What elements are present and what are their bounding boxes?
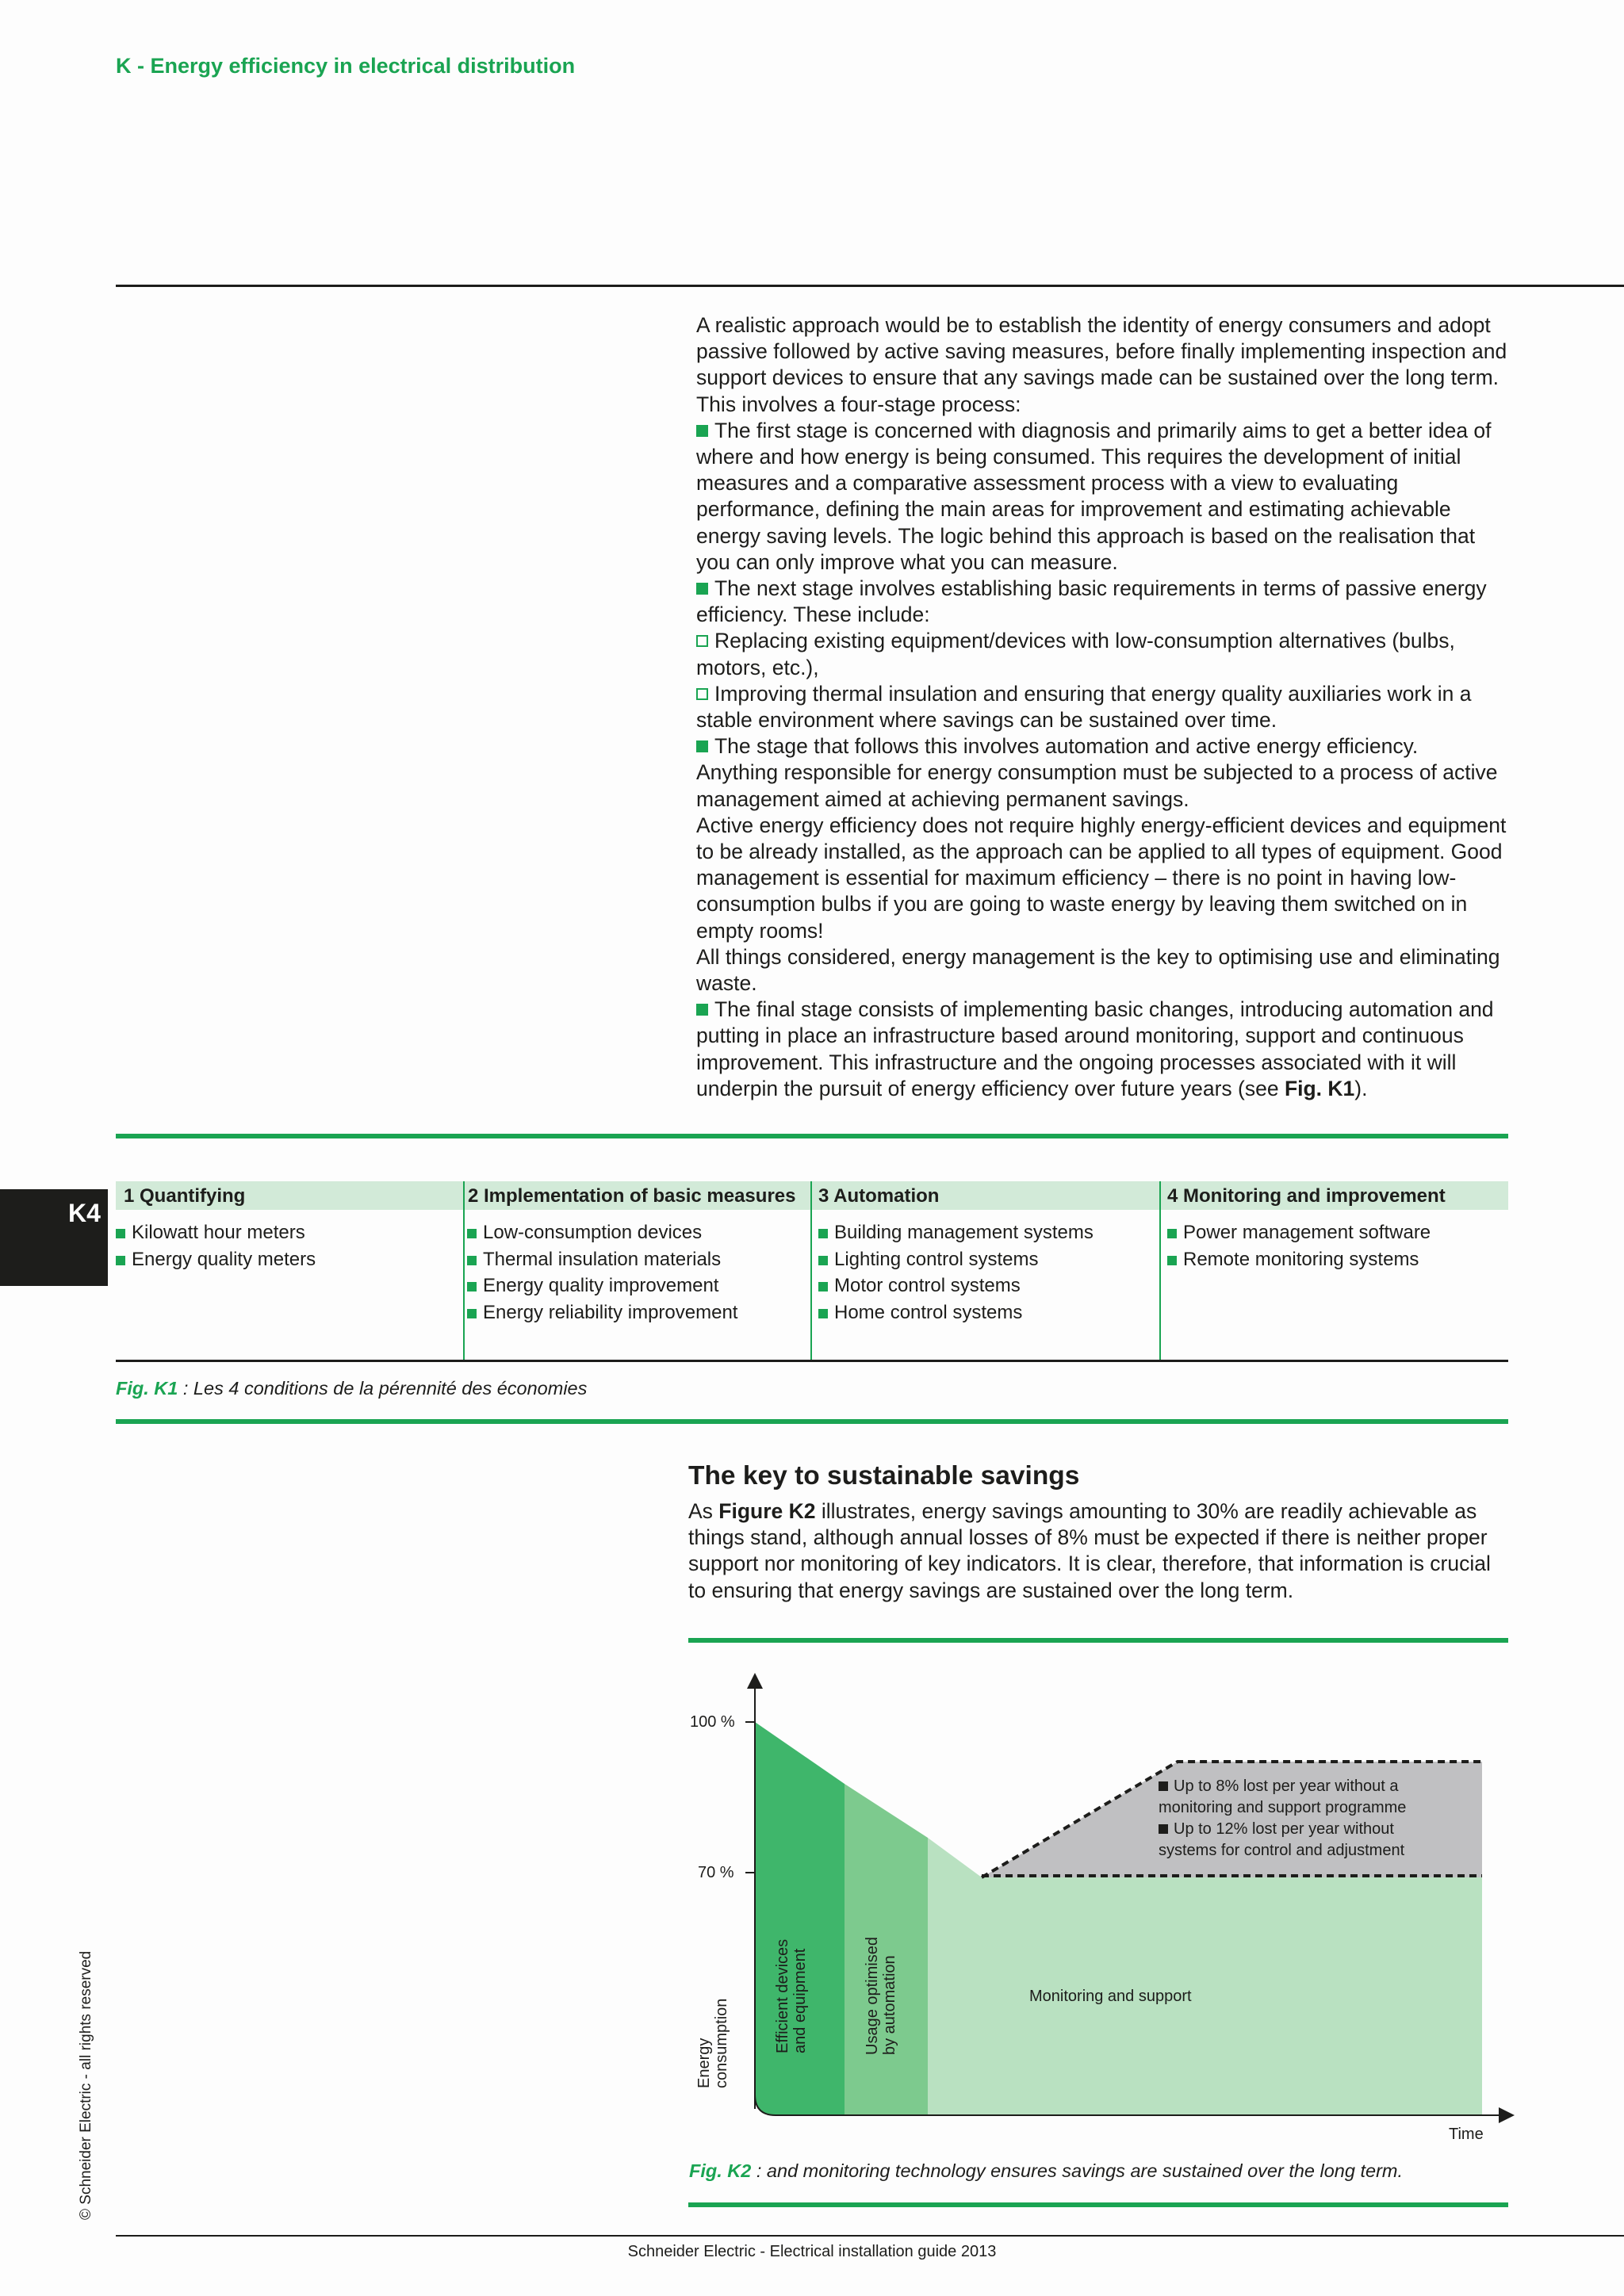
- k1-column-header: 1 Quantifying: [116, 1181, 463, 1210]
- footer-text: Schneider Electric - Electrical installation guide 2013: [627, 2243, 997, 2260]
- list-item: Kilowatt hour meters: [116, 1219, 316, 1246]
- bullet-square-icon: [116, 1229, 125, 1238]
- list-item: Energy quality improvement: [467, 1272, 737, 1299]
- fig-k2-bottom-rule: [688, 2202, 1508, 2207]
- list-item: Remote monitoring systems: [1167, 1246, 1431, 1273]
- bullet-square-icon: [467, 1256, 477, 1265]
- fig-k1-table: [116, 1181, 1508, 1360]
- header-rule: [116, 285, 1624, 287]
- tick-label-100: 100 %: [690, 1713, 735, 1731]
- band-automation-label-line1: Usage optimised: [864, 1937, 881, 2055]
- band-efficient-label-line1: Efficient devices: [774, 1938, 791, 2053]
- bullet-square-icon: [696, 425, 708, 437]
- section-title: The key to sustainable savings: [688, 1461, 1080, 1490]
- note-bullet-icon: [1159, 1824, 1168, 1834]
- intro-paragraph: A realistic approach would be to establish the identity of energy consumers and adopt passive followed by active saving measures, before finally implementing inspection and support devices to ensure that any savings made can be sustained over the long term. This involves a four-stage process:: [696, 313, 1507, 416]
- note2-line1: Up to 12% lost per year without: [1174, 1820, 1394, 1838]
- copyright-notice: © Schneider Electric - all rights reserved: [78, 1950, 94, 2220]
- list-item: Low-consumption devices: [467, 1219, 737, 1246]
- bullet-square-icon: [696, 583, 708, 595]
- bullet-square-icon: [1167, 1229, 1177, 1238]
- k1-column-header: 3 Automation: [812, 1181, 1159, 1210]
- bullet-open-square-icon: [696, 635, 708, 647]
- list-item: Thermal insulation materials: [467, 1246, 737, 1273]
- stage-3-paragraph-2: Anything responsible for energy consumption must be subjected to a process of active management aimed at achieving permanent savings.: [696, 760, 1498, 811]
- stage-3-item: The stage that follows this involves automation and active energy efficiency.: [696, 733, 1513, 760]
- note2-line2: systems for control and adjustment: [1159, 1842, 1405, 1859]
- band-monitoring-label: Monitoring and support: [1029, 1988, 1192, 2005]
- list-item: Building management systems: [818, 1219, 1094, 1246]
- bullet-square-icon: [696, 1004, 708, 1016]
- stage-2-subitem-1: Replacing existing equipment/devices with low-consumption alternatives (bulbs, motors, etc.),: [696, 629, 1455, 679]
- list-item: Lighting control systems: [818, 1246, 1094, 1273]
- fig-k2-top-rule: [688, 1638, 1508, 1643]
- bullet-square-icon: [818, 1256, 828, 1265]
- list-item: Home control systems: [818, 1299, 1094, 1326]
- chapter-tab-label: K4: [68, 1199, 101, 1227]
- fig-k1-bottom-rule: [116, 1360, 1508, 1362]
- band-monitoring: [928, 1838, 1482, 2115]
- note1-line2: monitoring and support programme: [1159, 1799, 1407, 1816]
- list-item: Energy quality meters: [116, 1246, 316, 1273]
- bullet-open-square-icon: [696, 688, 708, 700]
- band-automation: [845, 1784, 928, 2115]
- stage-2-subitem-2: Improving thermal insulation and ensuring that energy quality auxiliaries work in a stable environment where savings can be sustained over time.: [696, 681, 1472, 733]
- y-axis-label-line1: Energy: [695, 2038, 713, 2088]
- band-efficient-devices: [755, 1722, 845, 2115]
- bullet-square-icon: [467, 1282, 477, 1292]
- bullet-square-icon: [818, 1282, 828, 1292]
- y-axis-label-line2: consumption: [713, 1998, 730, 2088]
- running-header: K - Energy efficiency in electrical distribution: [116, 54, 576, 78]
- stage-3-paragraph-4: All things considered, energy management is the key to optimising use and eliminating waste.: [696, 944, 1500, 996]
- k1-column-quantifying: [116, 1181, 463, 1360]
- k1-column-header: 2 Implementation of basic measures: [465, 1181, 810, 1210]
- footer-rule: [116, 2235, 1624, 2237]
- fig-k1-reference: Fig. K1: [1284, 1076, 1355, 1100]
- list-item: Power management software: [1167, 1219, 1431, 1246]
- k1-column-basic-measures: [465, 1181, 810, 1360]
- bullet-square-icon: [818, 1229, 828, 1238]
- band-automation-label-line2: by automation: [881, 1955, 898, 2055]
- x-axis-label: Time: [1449, 2126, 1484, 2143]
- tick-label-70: 70 %: [698, 1864, 734, 1881]
- band-efficient-label-line2: and equipment: [791, 1948, 809, 2053]
- fig-k2-reference: Figure K2: [718, 1499, 816, 1523]
- section-top-rule: [116, 1419, 1508, 1424]
- k1-column-header: 4 Monitoring and improvement: [1161, 1181, 1508, 1210]
- fig-k2-caption: Fig. K2 : and monitoring technology ensures savings are sustained over the long term.: [689, 2160, 1404, 2181]
- section-text: As Figure K2 illustrates, energy savings amounting to 30% are readily achievable as things stand, although annual losses of 8% must be expected if there is neither proper support nor monitoring of key indicators. It is clear, therefore, that information is crucial to ensuring that energy savings are sustained over the long term.: [688, 1499, 1491, 1602]
- fig-k1-top-rule: [116, 1134, 1508, 1138]
- stage-1-item: The first stage is concerned with diagnosis and primarily aims to get a better idea of where and how energy is being consumed. This requires the development of initial measures and a comparative assessment process with a view to evaluating performance, defining the main areas for improvement and estimating achievable energy saving levels. The logic behind this approach is based on the realisation that you can only improve what you can measure.: [696, 418, 1492, 574]
- fig-k1-caption: Fig. K1 : Les 4 conditions de la pérennité des économies: [116, 1378, 588, 1399]
- note1-line1: Up to 8% lost per year without a: [1174, 1777, 1399, 1795]
- bullet-square-icon: [467, 1229, 477, 1238]
- k1-column-automation: [812, 1181, 1159, 1360]
- k1-column-monitoring: [1161, 1181, 1508, 1360]
- bullet-square-icon: [467, 1309, 477, 1318]
- stage-4-item: The final stage consists of implementing basic changes, introducing automation and putting in place an infrastructure based around monitoring, support and continuous improvement. This infrastructure and the ongoing processes associated with it will underpin the pursuit of energy efficiency over future years (see Fig. K1).: [696, 997, 1494, 1100]
- bullet-square-icon: [818, 1309, 828, 1318]
- note-bullet-icon: [1159, 1781, 1168, 1791]
- bullet-square-icon: [116, 1256, 125, 1265]
- stage-3-paragraph-3: Active energy efficiency does not require highly energy-efficient devices and equipment to be already installed, as the approach can be applied to all types of equipment. Good management is essential for maximum efficiency – there is no point in having low-consumption bulbs if you are going to waste energy by leaving them switched on in empty rooms!: [696, 813, 1507, 943]
- fig-k2-diagram: [682, 1665, 1515, 2156]
- bullet-square-icon: [696, 740, 708, 752]
- list-item: Motor control systems: [818, 1272, 1094, 1299]
- list-item: Energy reliability improvement: [467, 1299, 737, 1326]
- stage-2-item: The next stage involves establishing basic requirements in terms of passive energy efficiency. These include:: [696, 576, 1487, 627]
- intro-text: [696, 312, 1513, 1102]
- bullet-square-icon: [1167, 1256, 1177, 1265]
